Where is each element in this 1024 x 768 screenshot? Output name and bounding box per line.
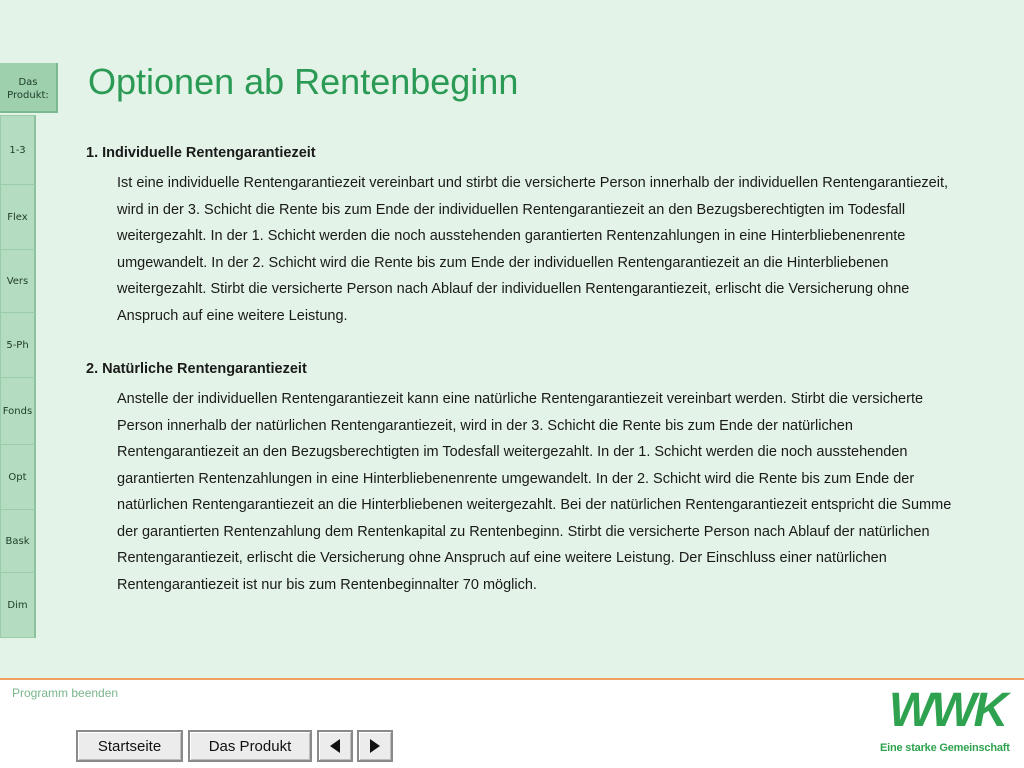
sidebar-tab-dim[interactable]: Dim: [0, 572, 36, 638]
sidebar-tab-opt[interactable]: Opt: [0, 444, 36, 510]
section-heading: 2. Natürliche Rentengarantiezeit: [86, 361, 307, 377]
main-content: [86, 142, 966, 598]
sidebar-tab-flex[interactable]: Flex: [0, 184, 36, 250]
triangle-right-icon: [369, 739, 381, 753]
sidebar-tab-1-3[interactable]: 1-3: [0, 115, 36, 185]
sidebar-tab-bask[interactable]: Bask: [0, 509, 36, 573]
start-page-button[interactable]: Startseite: [76, 730, 183, 762]
section-heading: 1. Individuelle Rentengarantiezeit: [86, 145, 316, 161]
footer: [0, 680, 1024, 768]
sidebar-header: Das Produkt:: [0, 63, 58, 113]
exit-program-link[interactable]: Programm beenden: [12, 686, 119, 700]
triangle-left-icon: [329, 739, 341, 753]
product-button[interactable]: Das Produkt: [188, 730, 312, 762]
sidebar-tab-vers[interactable]: Vers: [0, 249, 36, 313]
section-individual-guarantee: [86, 142, 966, 329]
svg-text:WWK: WWK: [888, 686, 1006, 736]
next-button[interactable]: [357, 730, 393, 762]
section-natural-guarantee: [86, 358, 966, 598]
sidebar-tab-5-ph[interactable]: 5-Ph: [0, 312, 36, 378]
wwk-logo-mark: [880, 686, 1014, 736]
section-body: Anstelle der individuellen Rentengarantiezeit kann eine natürliche Rentengarantiezeit vereinbart werden. Stirbt die versicherte Person innerhalb der natürlichen Rentengarantiezeit, wird in der 3. Schicht die Rente bis zum Ende der natürlichen Rentengarantiezeit an den Bezugsberechtigten im Todesfall weitergezahlt. In der 1. Schicht werden die noch ausstehenden garantierten Rentenzahlungen in eine Hinterbliebenenrente umgewandelt. In der 2. Schicht wird die Rente bis zum Ende der natürlichen Rentengarantiezeit an die Hinterbliebenen weitergezahlt. Bei der natürlichen Rentengarantiezeit entspricht die Summe der garantierten Rentenzahlung dem Rentenkapital zu Rentenbeginn. Stirbt die versicherte Person nach Ablauf der natürlichen Rentengarantiezeit, erlischt die Versicherung ohne Anspruch auf eine weitere Leistung. Der Einschluss einer natürlichen Rentengarantiezeit ist nur bis zum Rentenbeginnalter 70 möglich.: [117, 391, 952, 593]
page-title: Optionen ab Rentenbeginn: [88, 61, 519, 102]
section-body: Ist eine individuelle Rentengarantiezeit vereinbart und stirbt die versicherte Person innerhalb der individuellen Rentengarantiezeit, wird in der 3. Schicht die Rente bis zum Ende der individuellen Rentengarantiezeit an den Bezugsberechtigten im Todesfall weitergezahlt. In der 1. Schicht werden die noch ausstehenden garantierten Rentenzahlungen in eine Hinterbliebenenrente umgewandelt. In der 2. Schicht wird die Rente bis zum Ende der individuellen Rentengarantiezeit an die Hinterbliebenen weitergezahlt. Stirbt die versicherte Person nach Ablauf der individuellen Rentengarantiezeit, erlischt die Versicherung ohne Anspruch auf eine weitere Leistung.: [117, 175, 949, 324]
wwk-logo: [880, 686, 1014, 760]
sidebar-tab-fonds[interactable]: Fonds: [0, 377, 36, 445]
logo-tagline: Eine starke Gemeinschaft: [880, 742, 1010, 754]
previous-button[interactable]: [317, 730, 353, 762]
